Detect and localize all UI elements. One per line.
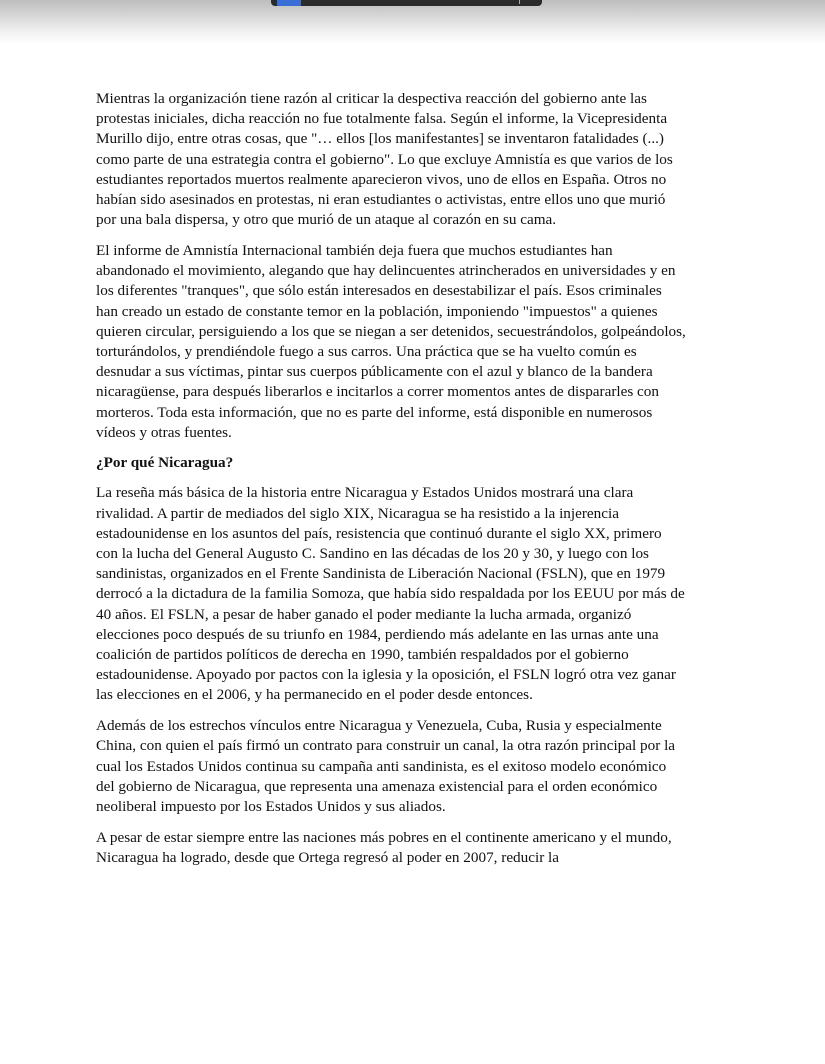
viewer-toolbar[interactable] xyxy=(271,0,542,6)
toolbar-divider-icon xyxy=(519,0,520,4)
document-body xyxy=(96,89,686,879)
paragraph-3: La reseña más básica de la historia entre Nicaragua y Estados Unidos mostrará una clara rivalidad. A partir de mediados del siglo XIX, Nicaragua se ha resistido a la injerencia estadounidense en los asuntos del país, resistencia que continuó durante el siglo XX, primero con la lucha del General Augusto C. Sandino en las décadas de los 20 y 30, y luego con los sandinistas, organizados en el Frente Sandinista de Liberación Nacional (FSLN), que en 1979 derrocó a la dictadura de la familia Somoza, que había sido respaldada por los EEUU por más de 40 años. El FSLN, a pesar de haber ganado el poder mediante la lucha armada, organizó elecciones poco después de su triunfo en 1984, perdiendo más adelante en las urnas ante una coalición de partidos políticos de derecha en 1990, también respaldados por el gobierno estadounidense. Apoyado por pactos con la iglesia y la oposición, el FSLN logró otra vez ganar las elecciones en el 2006, y ha permanecido en el poder desde entonces. xyxy=(96,484,685,704)
paragraph-1: Mientras la organización tiene razón al criticar la despectiva reacción del gobierno ante las protestas iniciales, dicha reacción no fue totalmente falsa. Según el informe, la Vicepresidenta Murillo dijo, entre otras cosas, que "… ellos [los manifestantes] se inventaron fatalidades (...) como parte de una estrategia contra el gobierno". Lo que excluye Amnistía es que varios de los estudiantes reportados muertos realmente aparecieron vivos, uno de ellos en España. Otros no habían sido asesinados en protestas, ni eran estudiantes o activistas, entre ellos uno que murió por una bala dispersa, y otro que murió de un ataque al corazón en su cama. xyxy=(96,90,673,229)
section-heading: ¿Por qué Nicaragua? xyxy=(96,454,234,472)
toolbar-accent-icon[interactable] xyxy=(277,0,301,6)
viewer-top-shadow xyxy=(0,0,825,44)
paragraph-4: Además de los estrechos vínculos entre Nicaragua y Venezuela, Cuba, Rusia y especialmente China, con quien el país firmó un contrato para construir un canal, la otra razón principal por la cual los Estados Unidos continua su campaña anti sandinista, es el exitoso modelo económico del gobierno de Nicaragua, que representa una amenaza existencial para el orden económico neoliberal impuesto por los Estados Unidos y sus aliados. xyxy=(96,717,676,815)
paragraph-2: El informe de Amnistía Internacional también deja fuera que muchos estudiantes han abandonado el movimiento, alegando que hay delincuentes atrincherados en universidades y en los diferentes "tranques", que sólo están interesados en desestabilizar el país. Esos criminales han creado un estado de constante temor en la población, imponiendo "impuestos" a quienes quieren circular, persiguiendo a los que se niegan a ser detenidos, secuestrándolos, golpeándolos, torturándolos, y prendiéndole fuego a sus carros. Una práctica que se ha vuelto común es desnudar a sus víctimas, pintar sus cuerpos públicamente con el azul y blanco de la bandera nicaragüense, para después liberarlos e incitarlos a correr momentos antes de dispararles con morteros. Toda esta información, que no es parte del informe, está disponible en numerosos vídeos y otras fuentes. xyxy=(96,241,686,441)
paragraph-5: A pesar de estar siempre entre las naciones más pobres en el continente americano y el mundo, Nicaragua ha logrado, desde que Ortega regresó al poder en 2007, reducir la xyxy=(96,828,672,866)
